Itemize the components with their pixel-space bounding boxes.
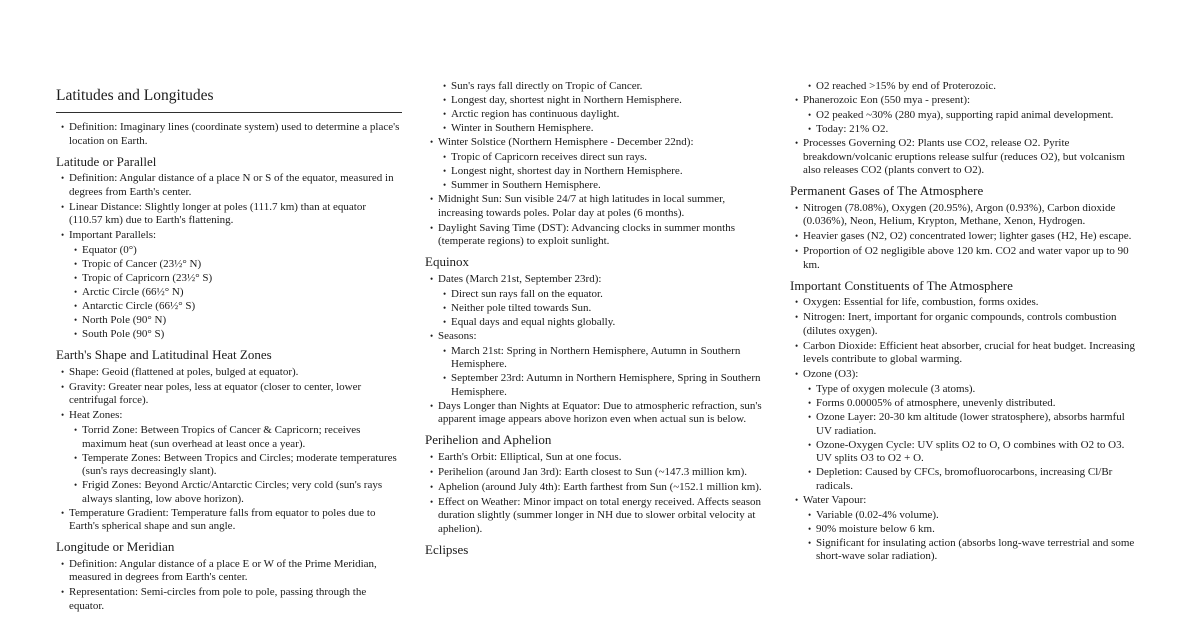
sub-bullet-item: • Depletion: Caused by CFCs, bromofluorocarbons, increasing Cl/Br radicals. bbox=[790, 466, 1136, 493]
bullet-item: • Heat Zones: bbox=[56, 409, 402, 423]
sub-bullet-item: • Longest day, shortest night in Northern Hemisphere. bbox=[425, 94, 771, 108]
sub-bullet-item: • Antarctic Circle (66½° S) bbox=[56, 300, 402, 314]
bullet-item: • Days Longer than Nights at Equator: Due to atmospheric refraction, sun's apparent image appears above horizon even when actual sun is below. bbox=[425, 400, 771, 427]
bullet-item: • Representation: Semi-circles from pole to pole, passing through the equator. bbox=[56, 586, 402, 613]
sub-bullet-item: • Today: 21% O2. bbox=[790, 123, 1136, 137]
sub-bullet-item: • Ozone-Oxygen Cycle: UV splits O2 to O, O combines with O2 to O3. UV splits O3 to O2 + O. bbox=[790, 439, 1136, 466]
sub-bullet-item: • Forms 0.00005% of atmosphere, unevenly distributed. bbox=[790, 397, 1136, 411]
sub-bullet-item: • Arctic region has continuous daylight. bbox=[425, 108, 771, 122]
bullet-item: • Winter Solstice (Northern Hemisphere - December 22nd): bbox=[425, 136, 771, 150]
section-heading: Equinox bbox=[425, 254, 470, 269]
bullet-item: • Aphelion (around July 4th): Earth farthest from Sun (~152.1 million km). bbox=[425, 481, 771, 495]
bullet-item: • Linear Distance: Slightly longer at poles (111.7 km) than at equator (110.57 km) due to Earth's flattening. bbox=[56, 201, 402, 228]
section-heading: Important Constituents of The Atmosphere bbox=[790, 277, 1013, 293]
bullet-item: • Effect on Weather: Minor impact on total energy received. Affects season duration slightly (summer longer in NH due to slower orbital velocity at aphelion). bbox=[425, 496, 771, 537]
bullet-item: • Midnight Sun: Sun visible 24/7 at high latitudes in local summer, increasing towards poles. Polar day at poles (6 months). bbox=[425, 193, 771, 220]
sub-bullet-item: • North Pole (90° N) bbox=[56, 314, 402, 328]
sub-bullet-item: • Ozone Layer: 20-30 km altitude (lower stratosphere), absorbs harmful UV radiation. bbox=[790, 411, 1136, 438]
sub-bullet-item: • Tropic of Capricorn receives direct sun rays. bbox=[425, 151, 771, 165]
notes-column-right bbox=[790, 80, 1136, 564]
sub-bullet-item: • Torrid Zone: Between Tropics of Cancer & Capricorn; receives maximum heat (sun overhead at least once a year). bbox=[56, 424, 402, 451]
bullet-item: • Ozone (O3): bbox=[790, 368, 1136, 382]
notes-column-left bbox=[56, 80, 402, 615]
bullet-item: • Definition: Angular distance of a place E or W of the Prime Meridian, measured in degrees from Earth's center. bbox=[56, 558, 402, 585]
sub-bullet-item: • Type of oxygen molecule (3 atoms). bbox=[790, 383, 1136, 397]
bullet-item: • Proportion of O2 negligible above 120 km. CO2 and water vapor up to 90 km. bbox=[790, 245, 1136, 272]
bullet-item: • Important Parallels: bbox=[56, 229, 402, 243]
bullet-item: • Definition: Angular distance of a place N or S of the equator, measured in degrees from Earth's center. bbox=[56, 172, 402, 199]
sub-bullet-item: • Significant for insulating action (absorbs long-wave terrestrial and some short-wave solar radiation). bbox=[790, 537, 1136, 564]
section-heading: Permanent Gases of The Atmosphere bbox=[790, 183, 984, 198]
sub-bullet-item: • March 21st: Spring in Northern Hemisphere, Autumn in Southern Hemisphere. bbox=[425, 345, 771, 372]
sub-bullet-item: • South Pole (90° S) bbox=[56, 328, 402, 342]
sub-bullet-item: • Neither pole tilted towards Sun. bbox=[425, 302, 771, 316]
bullet-item: • Heavier gases (N2, O2) concentrated lower; lighter gases (H2, He) escape. bbox=[790, 230, 1136, 244]
sub-bullet-item: • Tropic of Capricorn (23½° S) bbox=[56, 272, 402, 286]
sub-bullet-item: • Longest night, shortest day in Northern Hemisphere. bbox=[425, 165, 771, 179]
bullet-item: • Seasons: bbox=[425, 330, 771, 344]
section-heading: Earth's Shape and Latitudinal Heat Zones bbox=[56, 347, 272, 362]
bullet-item: • Daylight Saving Time (DST): Advancing clocks in summer months (temperate regions) to exploit sunlight. bbox=[425, 222, 771, 249]
document-title: Latitudes and Longitudes bbox=[56, 86, 402, 113]
sub-bullet-item: • 90% moisture below 6 km. bbox=[790, 523, 1136, 537]
bullet-item: • Dates (March 21st, September 23rd): bbox=[425, 273, 771, 287]
bullet-item: • Perihelion (around Jan 3rd): Earth closest to Sun (~147.3 million km). bbox=[425, 466, 771, 480]
section-heading: Longitude or Meridian bbox=[56, 539, 175, 554]
sub-bullet-item: • O2 reached >15% by end of Proterozoic. bbox=[790, 80, 1136, 94]
bullet-item: • Nitrogen (78.08%), Oxygen (20.95%), Argon (0.93%), Carbon dioxide (0.036%), Neon, Helium, Krypton, Methane, Xenon, Hydrogen. bbox=[790, 202, 1136, 229]
bullet-item: • Nitrogen: Inert, important for organic compounds, controls combustion (dilutes oxygen). bbox=[790, 311, 1136, 338]
bullet-item: • Water Vapour: bbox=[790, 494, 1136, 508]
bullet-item: • Earth's Orbit: Elliptical, Sun at one focus. bbox=[425, 451, 771, 465]
section-heading: Perihelion and Aphelion bbox=[425, 432, 552, 447]
sub-bullet-item: • Variable (0.02-4% volume). bbox=[790, 509, 1136, 523]
sub-bullet-item: • Winter in Southern Hemisphere. bbox=[425, 122, 771, 136]
sub-bullet-item: • Temperate Zones: Between Tropics and Circles; moderate temperatures (sun's rays decreasingly slant). bbox=[56, 452, 402, 479]
bullet-item: • Phanerozoic Eon (550 mya - present): bbox=[790, 94, 1136, 108]
sub-bullet-item: • Frigid Zones: Beyond Arctic/Antarctic Circles; very cold (sun's rays always slanting, low above horizon). bbox=[56, 479, 402, 506]
sub-bullet-item: • Sun's rays fall directly on Tropic of Cancer. bbox=[425, 80, 771, 94]
bullet-item: • Oxygen: Essential for life, combustion, forms oxides. bbox=[790, 296, 1136, 310]
sub-bullet-item: • Arctic Circle (66½° N) bbox=[56, 286, 402, 300]
sub-bullet-item: • Direct sun rays fall on the equator. bbox=[425, 288, 771, 302]
section-heading: Latitude or Parallel bbox=[56, 153, 157, 169]
sub-bullet-item: • Equal days and equal nights globally. bbox=[425, 316, 771, 330]
bullet-item: • Shape: Geoid (flattened at poles, bulged at equator). bbox=[56, 366, 402, 380]
sub-bullet-item: • Equator (0°) bbox=[56, 244, 402, 258]
sub-bullet-item: • Tropic of Cancer (23½° N) bbox=[56, 258, 402, 272]
notes-column-middle bbox=[425, 80, 771, 560]
bullet-item: • Temperature Gradient: Temperature falls from equator to poles due to Earth's spherical shape and sun angle. bbox=[56, 507, 402, 534]
bullet-item: • Gravity: Greater near poles, less at equator (closer to center, lower centrifugal force). bbox=[56, 381, 402, 408]
section-heading: Eclipses bbox=[425, 541, 469, 557]
bullet-item: • Definition: Imaginary lines (coordinate system) used to determine a place's location on Earth. bbox=[56, 121, 402, 148]
bullet-item: • Processes Governing O2: Plants use CO2, release O2. Pyrite breakdown/volcanic eruptions release sulfur (reduces O2), but volcanism also releases CO2 (plants convert to O2). bbox=[790, 137, 1136, 178]
sub-bullet-item: • Summer in Southern Hemisphere. bbox=[425, 179, 771, 193]
bullet-item: • Carbon Dioxide: Efficient heat absorber, crucial for heat budget. Increasing levels contribute to global warming. bbox=[790, 340, 1136, 367]
sub-bullet-item: • O2 peaked ~30% (280 mya), supporting rapid animal development. bbox=[790, 109, 1136, 123]
sub-bullet-item: • September 23rd: Autumn in Northern Hemisphere, Spring in Southern Hemisphere. bbox=[425, 372, 771, 399]
